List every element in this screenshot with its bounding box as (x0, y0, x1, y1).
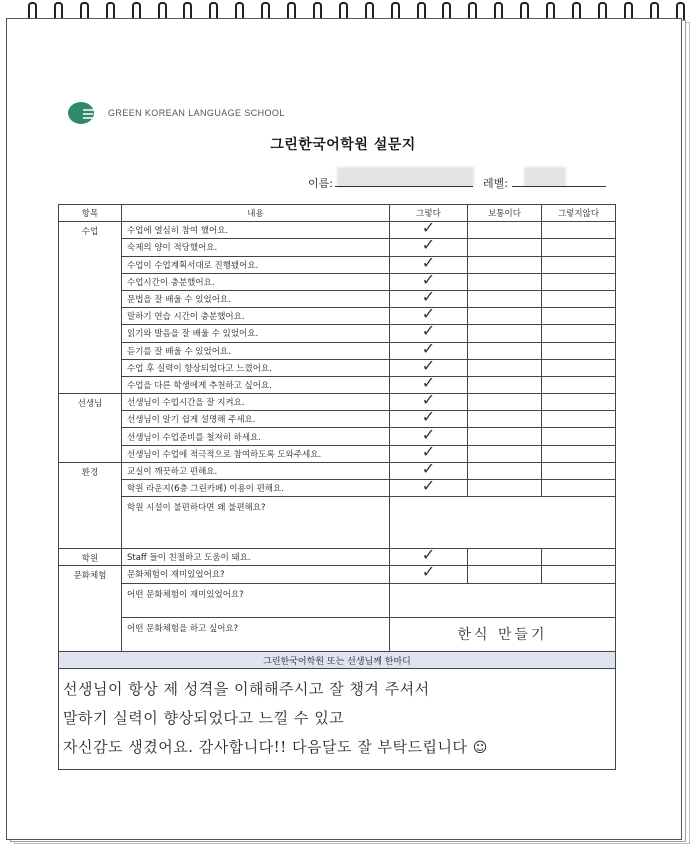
disagree-cell[interactable] (542, 342, 616, 359)
neutral-cell[interactable] (468, 273, 542, 290)
comment-box[interactable] (59, 669, 616, 770)
checkmark-icon: ✓ (421, 218, 436, 238)
checkmark-icon: ✓ (421, 321, 436, 341)
category-cell: 문화체험 (59, 566, 122, 651)
table-row (59, 394, 616, 411)
table-row (59, 290, 616, 307)
disagree-cell[interactable] (542, 445, 616, 462)
table-row (59, 239, 616, 256)
comment-line-3 (63, 733, 611, 763)
disagree-cell[interactable] (542, 222, 616, 239)
name-label: 이름: (308, 177, 333, 190)
question-text: 수업시간이 충분했어요. (122, 273, 390, 290)
neutral-cell[interactable] (468, 290, 542, 307)
checkmark-icon: ✓ (421, 458, 436, 478)
category-cell: 선생님 (59, 394, 122, 463)
table-row (59, 411, 616, 428)
neutral-cell[interactable] (468, 394, 542, 411)
handwritten-answer (395, 588, 610, 590)
name-redaction (337, 167, 474, 187)
checkmark-icon: ✓ (421, 372, 436, 392)
level-redaction (524, 167, 566, 187)
question-text: 학원 라운지(6층 그린카페) 이용이 편해요. (122, 480, 390, 497)
table-row (59, 222, 616, 239)
neutral-cell[interactable] (468, 549, 542, 566)
category-cell: 수업 (59, 222, 122, 394)
neutral-cell[interactable] (468, 566, 542, 583)
question-text: 수업이 수업계획서대로 진행됐어요. (122, 256, 390, 273)
column-header-category: 항목 (59, 205, 122, 222)
neutral-cell[interactable] (468, 462, 542, 479)
question-text: 문화체험이 재미있었어요? (122, 566, 390, 583)
table-row (59, 549, 616, 566)
column-header-disagree: 그렇지않다 (542, 205, 616, 222)
table-row (59, 480, 616, 497)
column-header-agree: 그렇다 (390, 205, 468, 222)
disagree-cell[interactable] (542, 549, 616, 566)
neutral-cell[interactable] (468, 428, 542, 445)
disagree-cell[interactable] (542, 566, 616, 583)
disagree-cell[interactable] (542, 256, 616, 273)
question-text: 수업 후 실력이 향상되었다고 느꼈어요. (122, 359, 390, 376)
disagree-cell[interactable] (542, 394, 616, 411)
neutral-cell[interactable] (468, 376, 542, 393)
table-row (59, 256, 616, 273)
disagree-cell[interactable] (542, 462, 616, 479)
disagree-cell[interactable] (542, 325, 616, 342)
checkmark-icon: ✓ (421, 338, 436, 358)
table-row (59, 445, 616, 462)
open-question-row (59, 583, 616, 617)
neutral-cell[interactable] (468, 325, 542, 342)
question-text: 숙제의 양이 적당했어요. (122, 239, 390, 256)
neutral-cell[interactable] (468, 256, 542, 273)
survey-table (58, 204, 616, 652)
disagree-cell[interactable] (542, 273, 616, 290)
agree-cell[interactable] (390, 476, 468, 497)
handwritten-answer: 한식 만들기 (457, 626, 548, 643)
question-text: 수업에 열심히 참여 했어요. (122, 222, 390, 239)
neutral-cell[interactable] (468, 480, 542, 497)
disagree-cell[interactable] (542, 480, 616, 497)
checkmark-icon: ✓ (421, 545, 436, 565)
neutral-cell[interactable] (468, 445, 542, 462)
table-header-row (59, 205, 616, 222)
question-text: 선생님이 수업시간을 잘 지켜요. (122, 394, 390, 411)
disagree-cell[interactable] (542, 239, 616, 256)
neutral-cell[interactable] (468, 222, 542, 239)
neutral-cell[interactable] (468, 239, 542, 256)
disagree-cell[interactable] (542, 308, 616, 325)
checkmark-icon: ✓ (421, 355, 436, 375)
disagree-cell[interactable] (542, 359, 616, 376)
question-text: 읽기와 발음을 잘 배울 수 있었어요. (122, 325, 390, 342)
neutral-cell[interactable] (468, 359, 542, 376)
neutral-cell[interactable] (468, 308, 542, 325)
name-field[interactable] (335, 186, 473, 187)
school-name: GREEN KOREAN LANGUAGE SCHOOL (108, 108, 285, 118)
neutral-cell[interactable] (468, 411, 542, 428)
level-label: 레벨: (483, 177, 508, 190)
table-row (59, 428, 616, 445)
question-text: 선생님이 수업준비를 철저히 하세요. (122, 428, 390, 445)
question-text: Staff 들이 친절하고 도움이 돼요. (122, 549, 390, 566)
open-answer-field[interactable] (390, 617, 616, 651)
comment-line-3-text: 자신감도 생겼어요. 감사합니다!! 다음달도 잘 부탁드립니다 (63, 738, 468, 757)
agree-cell[interactable] (390, 562, 468, 583)
comment-table (58, 651, 616, 770)
comment-line-2: 말하기 실력이 향상되었다고 느낄 수 있고 (63, 709, 345, 728)
neutral-cell[interactable] (468, 342, 542, 359)
category-cell: 학원 (59, 549, 122, 566)
table-row (59, 359, 616, 376)
table-row (59, 273, 616, 290)
column-header-neutral: 보통이다 (468, 205, 542, 222)
comment-heading: 그린한국어학원 또는 선생님께 한마디 (59, 652, 616, 669)
checkmark-icon: ✓ (421, 562, 436, 582)
table-row (59, 308, 616, 325)
question-text: 교실이 깨끗하고 편해요. (122, 462, 390, 479)
open-question-text: 어떤 문화체험을 하고 싶어요? (122, 617, 390, 651)
page-title: 그린한국어학원 설문지 (270, 137, 416, 153)
smiley-icon: ☺ (472, 740, 488, 757)
disagree-cell[interactable] (542, 290, 616, 307)
disagree-cell[interactable] (542, 428, 616, 445)
column-header-content: 내용 (122, 205, 390, 222)
table-row (59, 325, 616, 342)
school-logo-icon (66, 101, 100, 125)
disagree-cell[interactable] (542, 376, 616, 393)
table-row (59, 342, 616, 359)
open-answer-field[interactable] (390, 497, 616, 549)
question-text: 문법을 잘 배울 수 있었어요. (122, 290, 390, 307)
open-question-row (59, 617, 616, 651)
checkmark-icon: ✓ (421, 252, 436, 272)
checkmark-icon: ✓ (421, 476, 436, 496)
table-row (59, 566, 616, 583)
category-cell: 환경 (59, 462, 122, 548)
checkmark-icon: ✓ (421, 424, 436, 444)
level-field[interactable] (512, 186, 606, 187)
table-row (59, 376, 616, 393)
question-text: 선생님이 수업에 적극적으로 참여하도록 도와주세요. (122, 445, 390, 462)
checkmark-icon: ✓ (421, 287, 436, 307)
checkmark-icon: ✓ (421, 235, 436, 255)
checkmark-icon: ✓ (421, 269, 436, 289)
checkmark-icon: ✓ (421, 407, 436, 427)
checkmark-icon: ✓ (421, 304, 436, 324)
open-question-text: 학원 시설이 불편하다면 왜 불편해요? (122, 497, 390, 549)
table-row (59, 462, 616, 479)
question-text: 듣기를 잘 배울 수 있었어요. (122, 342, 390, 359)
comment-line-1: 선생님이 항상 제 성격을 이해해주시고 잘 챙겨 주셔서 (63, 680, 430, 699)
question-text: 선생님이 알기 쉽게 설명해 주세요. (122, 411, 390, 428)
question-text: 말하기 연습 시간이 충분했어요. (122, 308, 390, 325)
question-text: 수업을 다른 학생에게 추천하고 싶어요. (122, 376, 390, 393)
open-question-text: 어떤 문화체험이 재미있었어요? (122, 583, 390, 617)
checkmark-icon: ✓ (421, 441, 436, 461)
open-question-row (59, 497, 616, 549)
open-answer-field[interactable] (390, 583, 616, 617)
checkmark-icon: ✓ (421, 390, 436, 410)
disagree-cell[interactable] (542, 411, 616, 428)
